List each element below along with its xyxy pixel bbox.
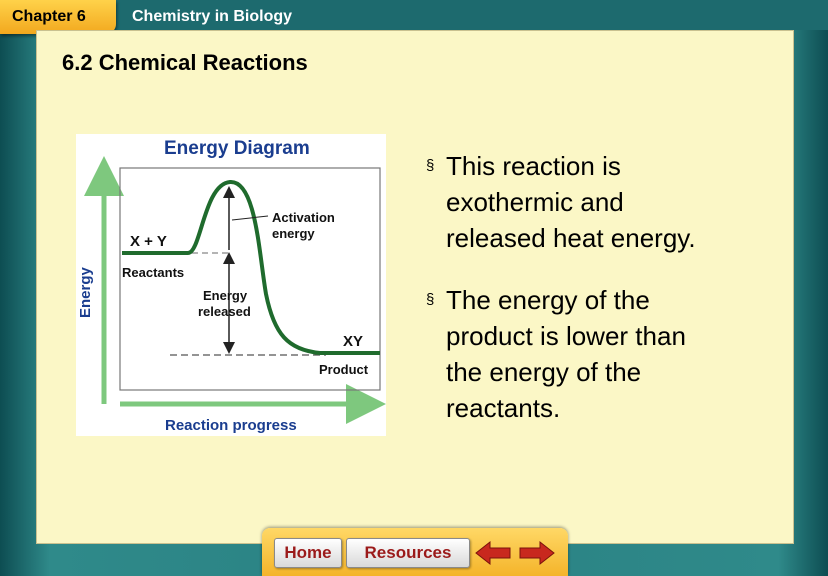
bullet-marker: § [426,291,435,308]
forward-arrow-icon[interactable] [518,540,556,566]
diagram-title: Energy Diagram [164,138,310,159]
bullet-line: released heat energy. [446,223,696,253]
activation-label-2: energy [272,226,315,241]
energy-diagram-svg [76,134,386,436]
bullet-item [426,148,786,256]
bullet-marker: § [426,157,435,174]
energy-diagram [76,134,386,436]
bullet-line: the energy of the [446,357,642,387]
bullet-line: This reaction is [446,151,621,181]
section-title: 6.2 Chemical Reactions [62,50,308,75]
bullet-list [426,148,786,452]
released-label-2: released [198,304,251,319]
bullet-line: The energy of the [446,285,650,315]
bullet-line: exothermic and [446,187,624,217]
top-bar [0,0,828,30]
released-label-1: Energy [203,288,248,303]
x-axis-label: Reaction progress [165,417,297,434]
back-arrow-icon[interactable] [474,540,512,566]
product-label: Product [319,362,369,377]
y-axis-label: Energy [77,267,94,318]
home-button[interactable]: Home [274,538,342,568]
activation-label-1: Activation [272,210,335,225]
bullet-item [426,282,786,426]
reactants-label: Reactants [122,265,185,280]
bullet-line: reactants. [446,393,561,423]
activation-leader [232,216,268,220]
chapter-tab[interactable] [0,0,116,34]
nav-bar [262,528,568,576]
course-title: Chemistry in Biology [132,8,293,25]
product-formula: XY [343,333,364,350]
chapter-label: Chapter 6 [12,8,86,25]
resources-button[interactable]: Resources [346,538,470,568]
bullet-line: product is lower than [446,321,686,351]
reactants-formula: X + Y [130,233,167,250]
